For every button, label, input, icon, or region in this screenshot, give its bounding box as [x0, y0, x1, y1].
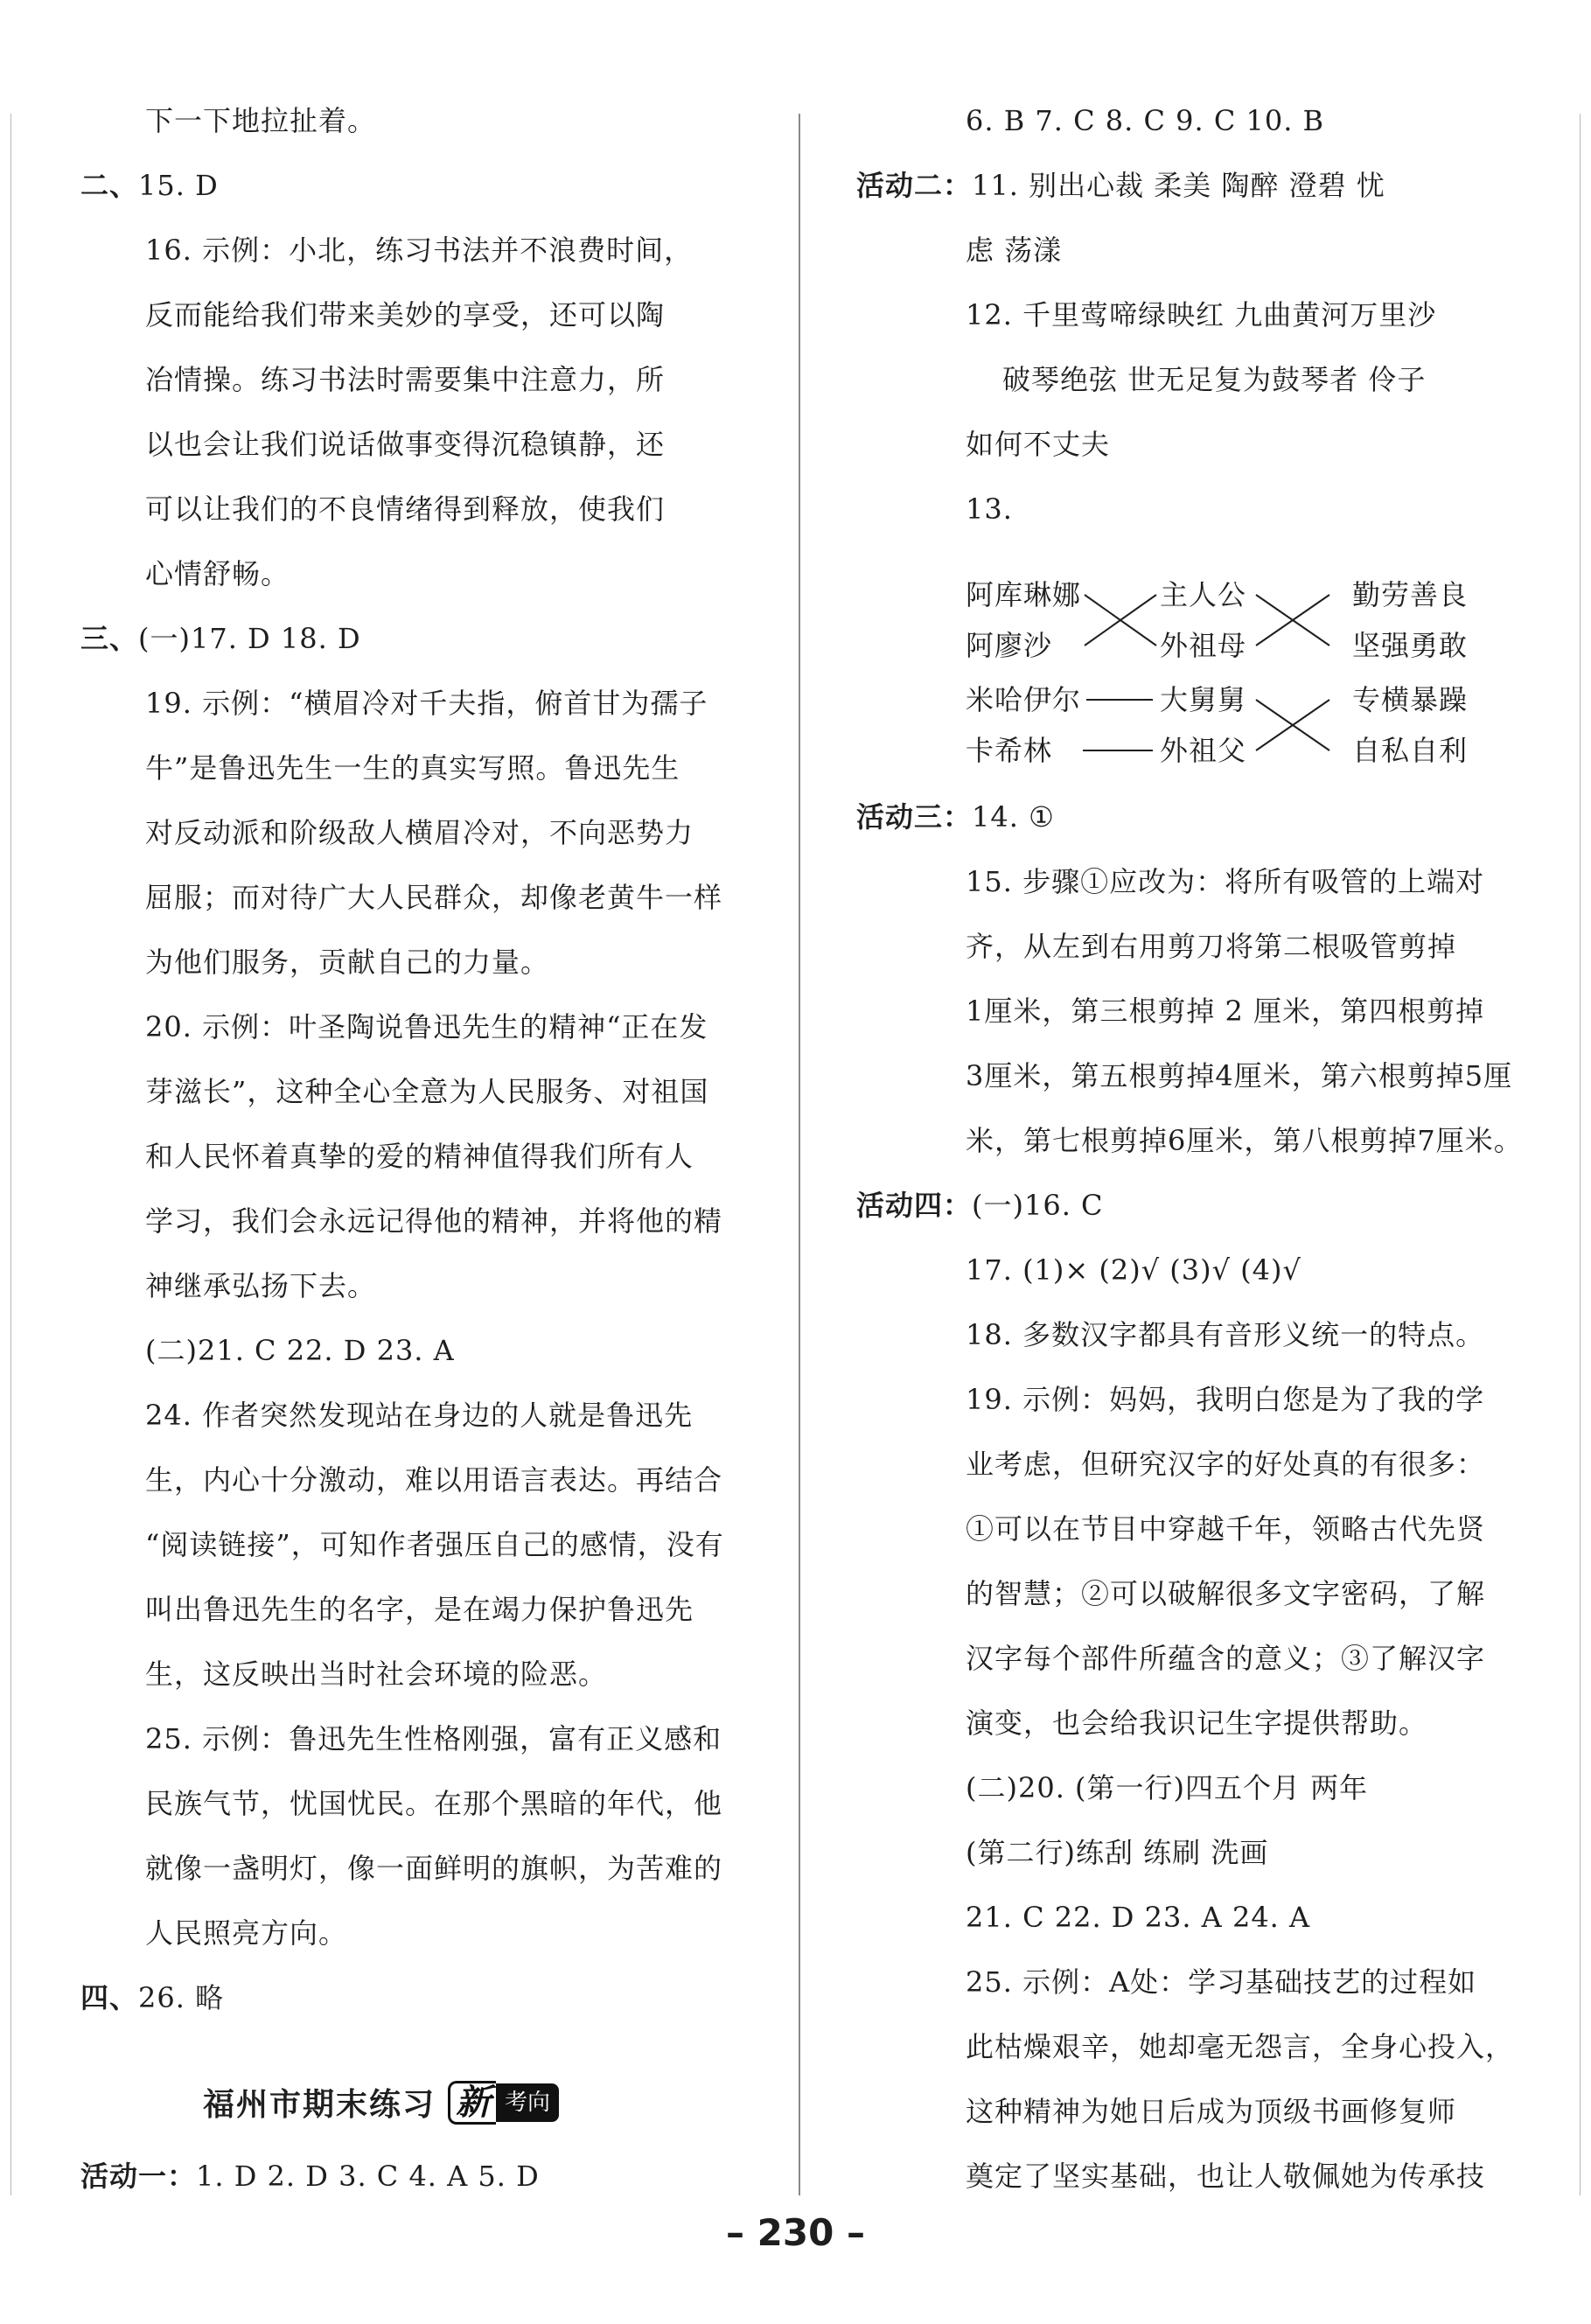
text-line: 齐，从左到右用剪刀将第二根吸管剪掉 — [966, 930, 1457, 963]
section-label: 活动三： — [856, 800, 973, 834]
text-line: 芽滋长”，这种全心全意为人民服务、对祖国 — [145, 1075, 709, 1108]
left-edge-line — [10, 114, 11, 2195]
text-line: 13. — [966, 492, 1013, 526]
text-line: 为他们服务，贡献自己的力量。 — [145, 946, 550, 979]
text-line: 以也会让我们说话做事变得沉稳镇静，还 — [145, 428, 666, 461]
text-line: 就像一盏明灯，像一面鲜明的旗帜，为苦难的 — [145, 1852, 723, 1885]
text-line: 心情舒畅。 — [145, 557, 290, 590]
text-line: 三、(一)17. D 18. D — [80, 622, 361, 655]
text-line: 16. 示例：小北，练习书法并不浪费时间， — [145, 234, 694, 267]
text-line: 屈服；而对待广大人民群众，却像老黄牛一样 — [145, 881, 723, 914]
text-line: 17. (1)× (2)√ (3)√ (4)√ — [966, 1253, 1301, 1287]
match-right-item: 专横暴躁 — [1352, 683, 1469, 716]
text-line: ①可以在节目中穿越千年，领略古代先贤 — [966, 1512, 1486, 1546]
text-line: 学习，我们会永远记得他的精神，并将他的精 — [145, 1204, 723, 1238]
right-edge-line — [1580, 114, 1581, 2195]
badge-xin: 新 — [448, 2081, 496, 2125]
match-left-item: 阿廖沙 — [966, 629, 1053, 662]
text-line: 21. C 22. D 23. A 24. A — [966, 1901, 1311, 1934]
section-title — [203, 2080, 559, 2125]
text-line: 冶情操。练习书法时需要集中注意力，所 — [145, 363, 666, 396]
text-line: 可以让我们的不良情绪得到释放，使我们 — [145, 492, 666, 526]
match-left-item: 米哈伊尔 — [966, 683, 1082, 716]
match-mid-item: 外祖父 — [1160, 734, 1247, 767]
text-line: 和人民怀着真挚的爱的精神值得我们所有人 — [145, 1140, 694, 1173]
text-line: 米，第七根剪掉6厘米，第八根剪掉7厘米。 — [966, 1124, 1523, 1157]
text-line: 18. 多数汉字都具有音形义统一的特点。 — [966, 1318, 1485, 1351]
text-line: 下一下地拉扯着。 — [145, 104, 377, 137]
answer-line: 活动一：1. D 2. D 3. C 4. A 5. D — [80, 2160, 540, 2193]
text-line: 此枯燥艰辛，她却毫无怨言，全身心投入， — [966, 2030, 1515, 2063]
section-label: 三、 — [80, 622, 139, 655]
text-line: 汉字每个部件所蕴含的意义；③了解汉字 — [966, 1642, 1486, 1675]
matching-diagram — [857, 560, 1504, 770]
text-line: 如何不丈夫 — [966, 428, 1111, 461]
text-line: 12. 千里莺啼绿映红 九曲黄河万里沙 — [966, 298, 1437, 332]
text-line: 19. 示例：妈妈，我明白您是为了我的学 — [966, 1383, 1485, 1416]
text-line: 20. 示例：叶圣陶说鲁迅先生的精神“正在发 — [145, 1010, 708, 1043]
match-mid-item: 外祖母 — [1160, 629, 1247, 662]
text-line: 生，内心十分激动，难以用语言表达。再结合 — [145, 1463, 723, 1497]
text-line: (二)21. C 22. D 23. A — [145, 1334, 455, 1367]
text-line: 虑 荡漾 — [966, 234, 1063, 267]
text-line: 3厘米，第五根剪掉4厘米，第六根剪掉5厘 — [966, 1059, 1513, 1092]
text-line: 奠定了坚实基础，也让人敬佩她为传承技 — [966, 2160, 1486, 2193]
text-line: 破琴绝弦 世无足复为鼓琴者 伶子 — [1002, 363, 1427, 396]
text-line: “阅读链接”，可知作者强压自己的感情，没有 — [145, 1528, 724, 1561]
section-label: 活动四： — [856, 1189, 973, 1222]
text-line: 活动二：11. 别出心裁 柔美 陶醉 澄碧 忧 — [856, 169, 1385, 202]
text-line: 牛”是鲁迅先生一生的真实写照。鲁迅先生 — [145, 751, 680, 785]
match-right-item: 坚强勇敢 — [1352, 629, 1469, 662]
text-line: 19. 示例：“横眉冷对千夫指，俯首甘为孺子 — [145, 687, 708, 720]
text-line: 对反动派和阶级敌人横眉冷对，不向恶势力 — [145, 816, 694, 849]
match-mid-item: 主人公 — [1160, 578, 1247, 611]
section-label: 四、 — [80, 1981, 139, 2014]
text-line: 这种精神为她日后成为顶级书画修复师 — [966, 2095, 1457, 2128]
text-line: 25. 示例：A处：学习基础技艺的过程如 — [966, 1965, 1477, 1999]
text-line: 神继承弘扬下去。 — [145, 1269, 377, 1302]
text-line: 25. 示例：鲁迅先生性格刚强，富有正义感和 — [145, 1722, 722, 1755]
text-line: 15. 步骤①应改为：将所有吸管的上端对 — [966, 865, 1485, 898]
text-line: 的智慧；②可以破解很多文字密码，了解 — [966, 1577, 1486, 1610]
new-exam-badge — [448, 2081, 559, 2125]
text-line: 民族气节，忧国忧民。在那个黑暗的年代，他 — [145, 1787, 723, 1820]
text-line: 活动四：(一)16. C — [856, 1189, 1104, 1222]
section-label: 活动一： — [80, 2160, 197, 2193]
text-line: 四、26. 略 — [80, 1981, 225, 2014]
match-right-item: 勤劳善良 — [1352, 578, 1469, 611]
page-number: – 230 – — [726, 2211, 865, 2254]
text-line: (二)20. (第一行)四五个月 两年 — [966, 1771, 1369, 1804]
text-line: 人民照亮方向。 — [145, 1916, 348, 1950]
text-line: (第二行)练刮 练刷 洗画 — [966, 1836, 1269, 1869]
section-label: 活动二： — [856, 169, 973, 202]
badge-kaoxiang: 考向 — [496, 2083, 559, 2122]
text-line: 1厘米，第三根剪掉 2 厘米，第四根剪掉 — [966, 995, 1485, 1028]
text-line: 业考虑，但研究汉字的好处真的有很多： — [966, 1448, 1486, 1481]
match-left-item: 卡希林 — [966, 734, 1053, 767]
text-line: 24. 作者突然发现站在身边的人就是鲁迅先 — [145, 1399, 694, 1432]
match-right-item: 自私自利 — [1352, 734, 1469, 767]
match-mid-item: 大舅舅 — [1160, 683, 1247, 716]
text-line: 反而能给我们带来美妙的享受，还可以陶 — [145, 298, 666, 332]
text-line: 6. B 7. C 8. C 9. C 10. B — [966, 104, 1325, 137]
text-line: 活动三：14. ① — [856, 800, 1055, 834]
match-left-item: 阿库琳娜 — [966, 578, 1082, 611]
text-line: 演变，也会给我识记生字提供帮助。 — [966, 1706, 1428, 1740]
text-line: 生，这反映出当时社会环境的险恶。 — [145, 1658, 608, 1691]
text-line: 二、15. D — [80, 169, 219, 202]
section-title-text: 福州市期末练习 — [203, 2087, 436, 2123]
text-line: 叫出鲁迅先生的名字，是在竭力保护鲁迅先 — [145, 1593, 694, 1626]
column-divider — [799, 114, 800, 2195]
section-label: 二、 — [80, 169, 139, 202]
